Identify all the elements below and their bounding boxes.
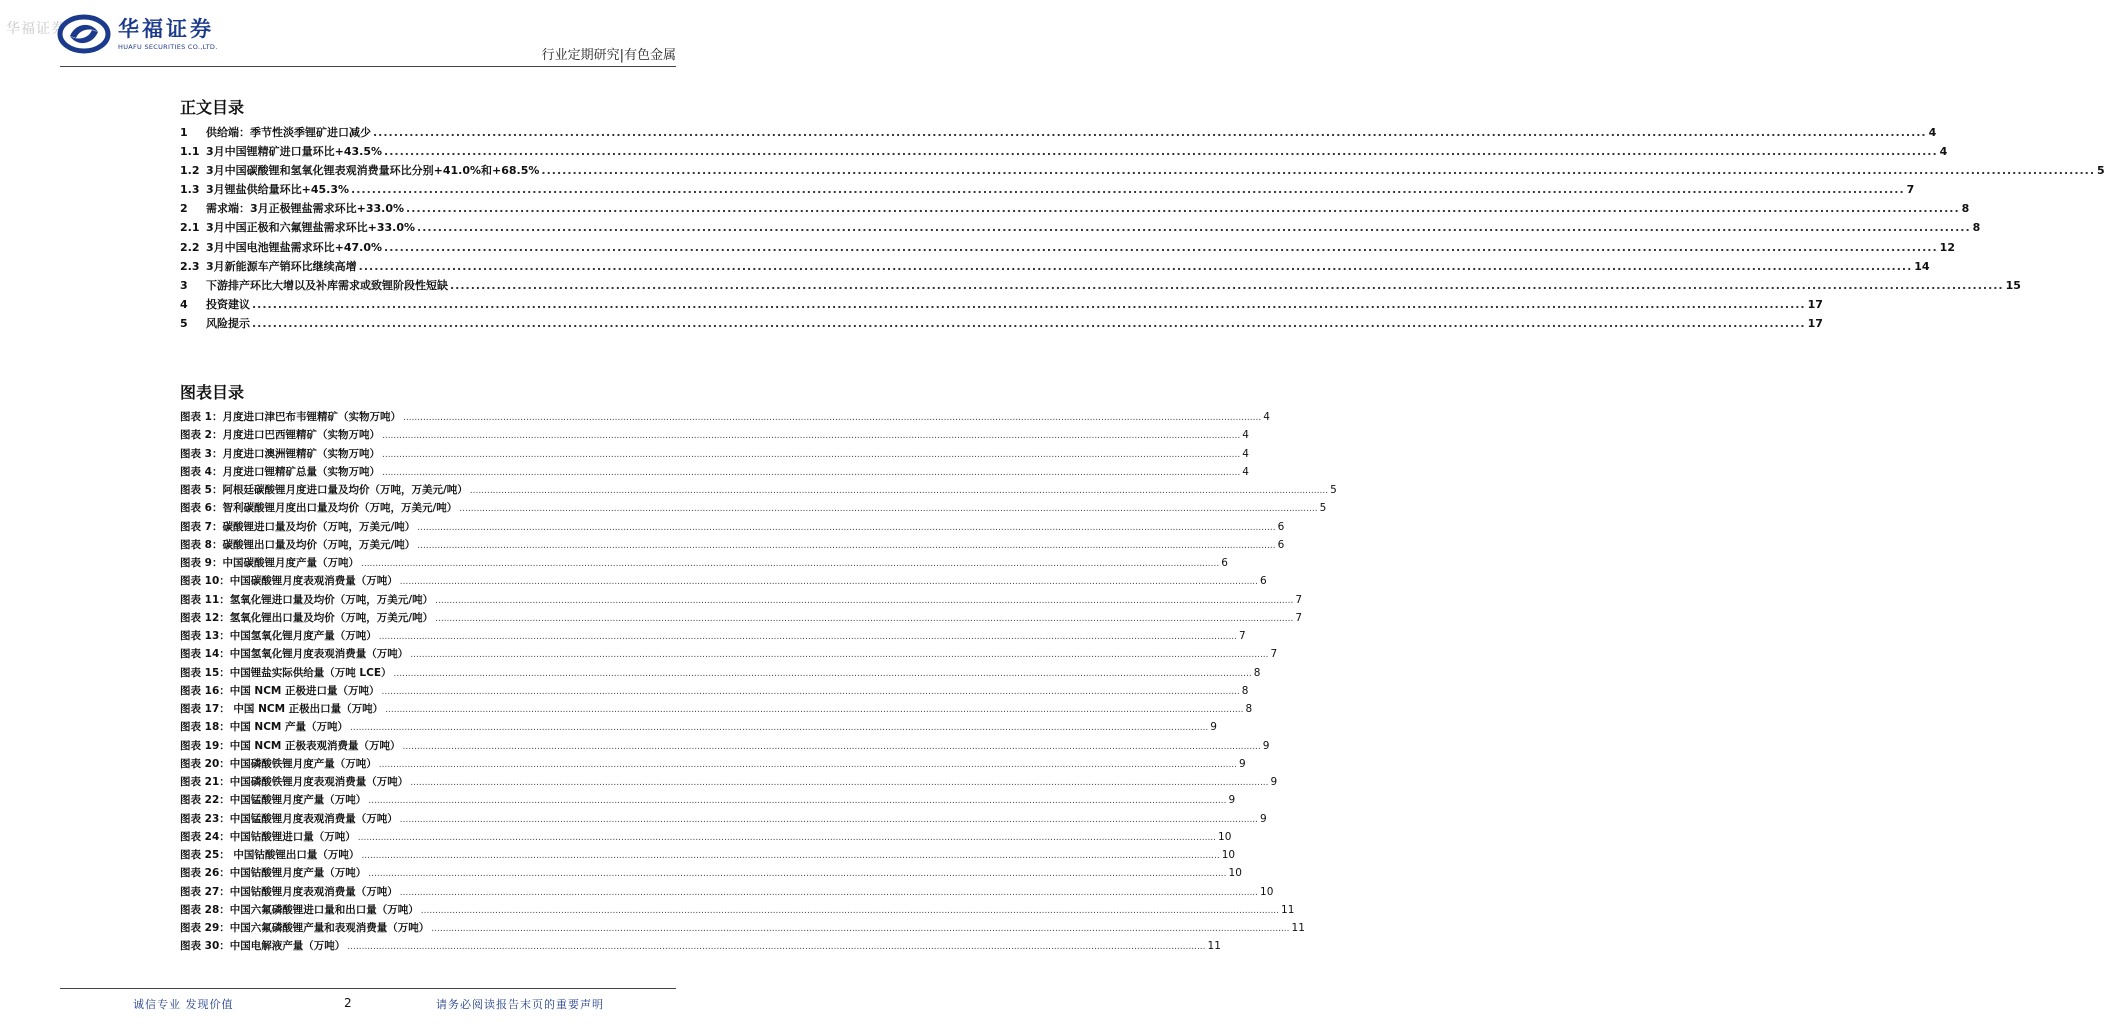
figure-item-label: 图表 26：中国钴酸锂月度产量（万吨） (180, 867, 367, 880)
toc-item-number: 1 (180, 126, 188, 139)
figure-item[interactable] (180, 884, 1274, 902)
dot-leader: ............................................................................................................................................................................................................................................................................................................ (358, 259, 1913, 273)
toc-item-text: 3月中国锂精矿进口量环比+43.5% (206, 145, 383, 159)
toc-item-text: 投资建议 (206, 297, 250, 311)
dot-leader: ............................................................................................................................................................................................................................................................................................................ (347, 942, 1206, 953)
dot-leader: ............................................................................................................................................................................................................................................................................................................ (420, 905, 1280, 916)
report-type: 行业定期研究|有色金属 (541, 48, 676, 63)
toc-item[interactable] (180, 219, 1981, 238)
figure-item-label: 图表 2：月度进口巴西锂精矿（实物万吨） (180, 429, 380, 442)
figure-item-page: 9 (1210, 721, 1217, 734)
dot-leader: ............................................................................................................................................................................................................................................................................................................ (361, 851, 1220, 861)
toc-item-number: 4 (180, 297, 188, 311)
figure-item-label: 图表 8：碳酸锂出口量及均价（万吨，万美元/吨） (180, 538, 416, 551)
figure-item[interactable] (180, 409, 1270, 427)
figure-item[interactable] (180, 646, 1278, 664)
figure-item-label: 图表 7：碳酸锂进口量及均价（万吨，万美元/吨） (180, 520, 416, 533)
dot-leader: ............................................................................................................................................................................................................................................................................................................ (252, 297, 1806, 311)
figure-item-page: 11 (1291, 922, 1305, 934)
figure-item-label: 图表 1：月度进口津巴布韦锂精矿（实物万吨） (180, 411, 401, 423)
figure-item[interactable] (180, 665, 1261, 683)
figure-item-page: 9 (1270, 776, 1278, 788)
figure-item-page: 11 (1207, 940, 1221, 953)
toc-item[interactable] (180, 239, 1955, 258)
figure-item-label: 图表 22：中国锰酸锂月度产量（万吨） (180, 794, 367, 807)
dot-leader: ............................................................................................................................................................................................................................................................................................................ (252, 316, 1806, 330)
dot-leader: ............................................................................................................................................................................................................................................................................................................ (431, 924, 1290, 934)
figure-item[interactable] (180, 628, 1246, 646)
header-divider (60, 66, 676, 67)
toc-item-page: 17 (1807, 297, 1823, 311)
figure-item-label: 图表 12：氢氧化锂出口量及均价（万吨，万美元/吨） (180, 611, 434, 624)
figure-item[interactable] (180, 774, 1278, 792)
figure-item[interactable] (180, 610, 1303, 628)
dot-leader: ............................................................................................................................................................................................................................................................................................................ (410, 778, 1269, 788)
figure-item[interactable] (180, 701, 1253, 719)
figure-item-label: 图表 14：中国氢氧化锂月度表观消费量（万吨） (180, 648, 409, 661)
dot-leader: ............................................................................................................................................................................................................................................................................................................ (417, 540, 1276, 551)
toc-item-number: 2.1 (180, 221, 200, 235)
dot-leader: ............................................................................................................................................................................................................................................................................................................ (381, 449, 1241, 460)
figure-item[interactable] (180, 573, 1267, 591)
dot-leader: ............................................................................................................................................................................................................................................................................................................ (385, 705, 1244, 715)
toc-item[interactable] (180, 296, 1823, 315)
figure-item-page: 9 (1262, 739, 1270, 752)
dot-leader: ............................................................................................................................................................................................................................................................................................................ (378, 759, 1238, 770)
toc-item[interactable] (180, 200, 1970, 219)
figure-item-label: 图表 28：中国六氟磷酸锂进口量和出口量（万吨） (180, 903, 419, 916)
toc-item-text: 3月中国碳酸锂和氢氧化锂表观消费量环比分别+41.0%和+68.5% (206, 164, 540, 178)
dot-leader: ............................................................................................................................................................................................................................................................................................................ (381, 467, 1241, 478)
figure-item[interactable] (180, 938, 1221, 956)
figure-item-label: 图表 11：氢氧化锂进口量及均价（万吨，万美元/吨） (180, 593, 434, 606)
footer-slogan: 诚信专业 发现价值 (133, 998, 234, 1011)
figure-item[interactable] (180, 683, 1249, 701)
figure-item-label: 图表 21：中国磷酸铁锂月度表观消费量（万吨） (180, 776, 409, 788)
figure-item[interactable] (180, 482, 1337, 500)
footer-divider (60, 988, 676, 989)
figure-item-page: 7 (1239, 630, 1246, 642)
toc-item-number: 5 (180, 316, 188, 330)
dot-leader: ............................................................................................................................................................................................................................................................................................................ (541, 164, 2096, 178)
figure-item-label: 图表 19：中国 NCM 正极表观消费量（万吨） (180, 739, 401, 752)
figure-item-label: 图表 13：中国氢氧化锂月度产量（万吨） (180, 630, 377, 642)
figure-item-page: 8 (1245, 703, 1253, 715)
toc-item-page: 14 (1914, 259, 1930, 273)
figure-item-label: 图表 3：月度进口澳洲锂精矿（实物万吨） (180, 447, 380, 460)
figure-item[interactable] (180, 500, 1327, 518)
figure-item[interactable] (180, 427, 1249, 445)
figure-item-page: 7 (1270, 648, 1278, 661)
figure-item-page: 10 (1218, 830, 1232, 843)
dot-leader: ............................................................................................................................................................................................................................................................................................................ (384, 145, 1938, 159)
toc-item-page: 12 (1939, 240, 1955, 254)
toc-item-number: 2.3 (180, 259, 200, 273)
toc-item-page: 4 (1928, 126, 1937, 139)
figure-item-page: 7 (1295, 593, 1303, 606)
toc-item-page: 7 (1906, 183, 1915, 197)
footer-disclaimer: 请务必阅读报告末页的重要声明 (436, 998, 604, 1011)
figure-item-label: 图表 10：中国碳酸锂月度表观消费量（万吨） (180, 575, 398, 588)
figure-item-page: 7 (1295, 611, 1303, 624)
dot-leader: ............................................................................................................................................................................................................................................................................................................ (435, 613, 1294, 624)
figure-item-page: 10 (1228, 867, 1242, 880)
toc-item[interactable] (180, 258, 1930, 277)
figures-title: 图表目录 (180, 383, 245, 402)
dot-leader: ............................................................................................................................................................................................................................................................................................................ (410, 650, 1269, 661)
toc-item-text: 3月中国正极和六氟锂盐需求环比+33.0% (206, 221, 416, 235)
toc-item-text: 3月中国电池锂盐需求环比+47.0% (206, 240, 383, 254)
figure-item-label: 图表 27：中国钴酸锂月度表观消费量（万吨） (180, 885, 398, 898)
figure-item[interactable] (180, 537, 1285, 555)
dot-leader: ............................................................................................................................................................................................................................................................................................................ (469, 486, 1329, 496)
figure-item-page: 8 (1253, 666, 1261, 679)
dot-leader: ............................................................................................................................................................................................................................................................................................................ (373, 126, 1927, 139)
figure-item-label: 图表 17： 中国 NCM 正极出口量（万吨） (180, 703, 384, 715)
figure-item-page: 5 (1319, 502, 1327, 515)
dot-leader: ............................................................................................................................................................................................................................................................................................................ (435, 595, 1294, 606)
dot-leader: ............................................................................................................................................................................................................................................................................................................ (357, 832, 1217, 843)
figures-list (180, 409, 1337, 957)
dot-leader: ............................................................................................................................................................................................................................................................................................................ (417, 221, 1971, 235)
toc-title: 正文目录 (180, 98, 245, 117)
dot-leader: ............................................................................................................................................................................................................................................................................................................ (351, 183, 1905, 197)
figure-item[interactable] (180, 792, 1236, 810)
figure-item[interactable] (180, 865, 1242, 883)
watermark: 华福证券 (6, 21, 66, 37)
dot-leader: ............................................................................................................................................................................................................................................................................................................ (381, 431, 1241, 442)
figure-item-label: 图表 20：中国磷酸铁锂月度产量（万吨） (180, 757, 377, 770)
figure-item-label: 图表 15：中国锂盐实际供给量（万吨 LCE） (180, 666, 392, 679)
figure-item[interactable] (180, 519, 1285, 537)
figure-item[interactable] (180, 592, 1303, 610)
toc-item-text: 供给端：季节性淡季锂矿进口减少 (206, 126, 371, 139)
figure-item[interactable] (180, 902, 1295, 920)
toc-item-page: 8 (1961, 202, 1970, 216)
toc-item-text: 3月锂盐供给量环比+45.3% (206, 183, 350, 197)
figure-item-label: 图表 29：中国六氟磷酸锂产量和表观消费量（万吨） (180, 922, 430, 934)
dot-leader: ............................................................................................................................................................................................................................................................................................................ (402, 741, 1261, 752)
figure-item[interactable] (180, 847, 1236, 865)
figure-item-page: 5 (1330, 484, 1337, 496)
toc-item[interactable] (180, 181, 1915, 200)
toc-item-page: 4 (1939, 145, 1948, 159)
dot-leader: ............................................................................................................................................................................................................................................................................................................ (406, 202, 1960, 216)
figure-item-label: 图表 24：中国钴酸锂进口量（万吨） (180, 830, 356, 843)
dot-leader: ............................................................................................................................................................................................................................................................................................................ (368, 796, 1227, 807)
figure-item-label: 图表 4：月度进口锂精矿总量（实物万吨） (180, 465, 380, 478)
huafu-logo-icon (58, 14, 110, 54)
figure-item[interactable] (180, 555, 1228, 573)
dot-leader: ............................................................................................................................................................................................................................................................................................................ (368, 869, 1227, 880)
dot-leader: ............................................................................................................................................................................................................................................................................................................ (399, 887, 1259, 898)
figure-item[interactable] (180, 738, 1270, 756)
dot-leader: ............................................................................................................................................................................................................................................................................................................ (381, 686, 1240, 697)
dot-leader: ............................................................................................................................................................................................................................................................................................................ (350, 723, 1209, 734)
figure-item-page: 4 (1242, 447, 1249, 460)
dot-leader: ............................................................................................................................................................................................................................................................................................................ (399, 814, 1259, 825)
figure-item[interactable] (180, 920, 1305, 938)
figure-item-page: 6 (1260, 575, 1267, 588)
dot-leader: ............................................................................................................................................................................................................................................................................................................ (384, 240, 1938, 254)
figure-item-label: 图表 23：中国锰酸锂月度表观消费量（万吨） (180, 812, 398, 825)
toc-item-number: 2.2 (180, 240, 200, 254)
dot-leader: ............................................................................................................................................................................................................................................................................................................ (459, 504, 1318, 515)
figure-item[interactable] (180, 719, 1217, 737)
figure-item-page: 6 (1277, 538, 1285, 551)
dot-leader: ............................................................................................................................................................................................................................................................................................................ (393, 668, 1252, 679)
toc-item[interactable] (180, 277, 2021, 296)
dot-leader: ............................................................................................................................................................................................................................................................................................................ (378, 632, 1238, 642)
toc-item-text: 风险提示 (206, 316, 250, 330)
figure-item-page: 11 (1281, 903, 1295, 916)
figure-item[interactable] (180, 811, 1267, 829)
figure-item[interactable] (180, 464, 1249, 482)
figure-item-page: 10 (1221, 849, 1236, 861)
figure-item-label: 图表 25： 中国钴酸锂出口量（万吨） (180, 849, 360, 861)
figure-item-page: 10 (1260, 885, 1274, 898)
dot-leader: ............................................................................................................................................................................................................................................................................................................ (417, 522, 1276, 533)
figure-item[interactable] (180, 829, 1232, 847)
page-number: 2 (344, 996, 352, 1010)
figure-item-page: 9 (1260, 812, 1267, 825)
toc-item-number: 1.1 (180, 145, 200, 159)
toc-item-number: 2 (180, 202, 188, 216)
figure-item[interactable] (180, 446, 1249, 464)
toc-item-page: 5 (2097, 164, 2105, 178)
figure-item-label: 图表 18：中国 NCM 产量（万吨） (180, 721, 349, 734)
toc-list (180, 124, 2105, 334)
toc-item-text: 需求端：3月正极锂盐需求环比+33.0% (206, 202, 405, 216)
figure-item-label: 图表 30：中国电解液产量（万吨） (180, 940, 346, 953)
toc-item[interactable] (180, 315, 1823, 334)
toc-item-text: 下游排产环比大增以及补库需求或致锂阶段性短缺 (206, 278, 448, 292)
figure-item-page: 4 (1242, 429, 1249, 442)
logo-english-name: HUAFU SECURITIES CO.,LTD. (118, 43, 218, 51)
dot-leader: ............................................................................................................................................................................................................................................................................................................ (402, 413, 1262, 423)
dot-leader: ............................................................................................................................................................................................................................................................................................................ (360, 559, 1220, 569)
figure-item-page: 4 (1263, 411, 1270, 423)
toc-item[interactable] (180, 162, 2105, 181)
logo-chinese-name: 华福证券 (118, 17, 214, 41)
figure-item-page: 6 (1277, 520, 1285, 533)
toc-item-page: 15 (2005, 278, 2021, 292)
toc-item-page: 8 (1972, 221, 1981, 235)
figure-item[interactable] (180, 756, 1246, 774)
figure-item-label: 图表 16：中国 NCM 正极进口量（万吨） (180, 684, 380, 697)
company-logo (58, 14, 218, 54)
figure-item-label: 图表 5：阿根廷碳酸锂月度进口量及均价（万吨，万美元/吨） (180, 484, 468, 496)
toc-item-number: 1.3 (180, 183, 200, 197)
toc-item-page: 17 (1807, 316, 1823, 330)
figure-item-page: 9 (1228, 794, 1236, 807)
figure-item-page: 9 (1239, 757, 1246, 770)
toc-item[interactable] (180, 143, 1948, 162)
toc-item-number: 1.2 (180, 164, 200, 178)
dot-leader: ............................................................................................................................................................................................................................................................................................................ (399, 577, 1259, 588)
figure-item-page: 6 (1221, 557, 1228, 569)
figure-item-page: 4 (1242, 465, 1249, 478)
toc-item-number: 3 (180, 278, 188, 292)
figure-item-page: 8 (1241, 684, 1249, 697)
figure-item-label: 图表 6：智利碳酸锂月度出口量及均价（万吨，万美元/吨） (180, 502, 458, 515)
toc-item[interactable] (180, 124, 1937, 143)
figure-item-label: 图表 9：中国碳酸锂月度产量（万吨） (180, 557, 359, 569)
toc-item-text: 3月新能源车产销环比继续高增 (206, 259, 357, 273)
dot-leader: ............................................................................................................................................................................................................................................................................................................ (450, 278, 2004, 292)
